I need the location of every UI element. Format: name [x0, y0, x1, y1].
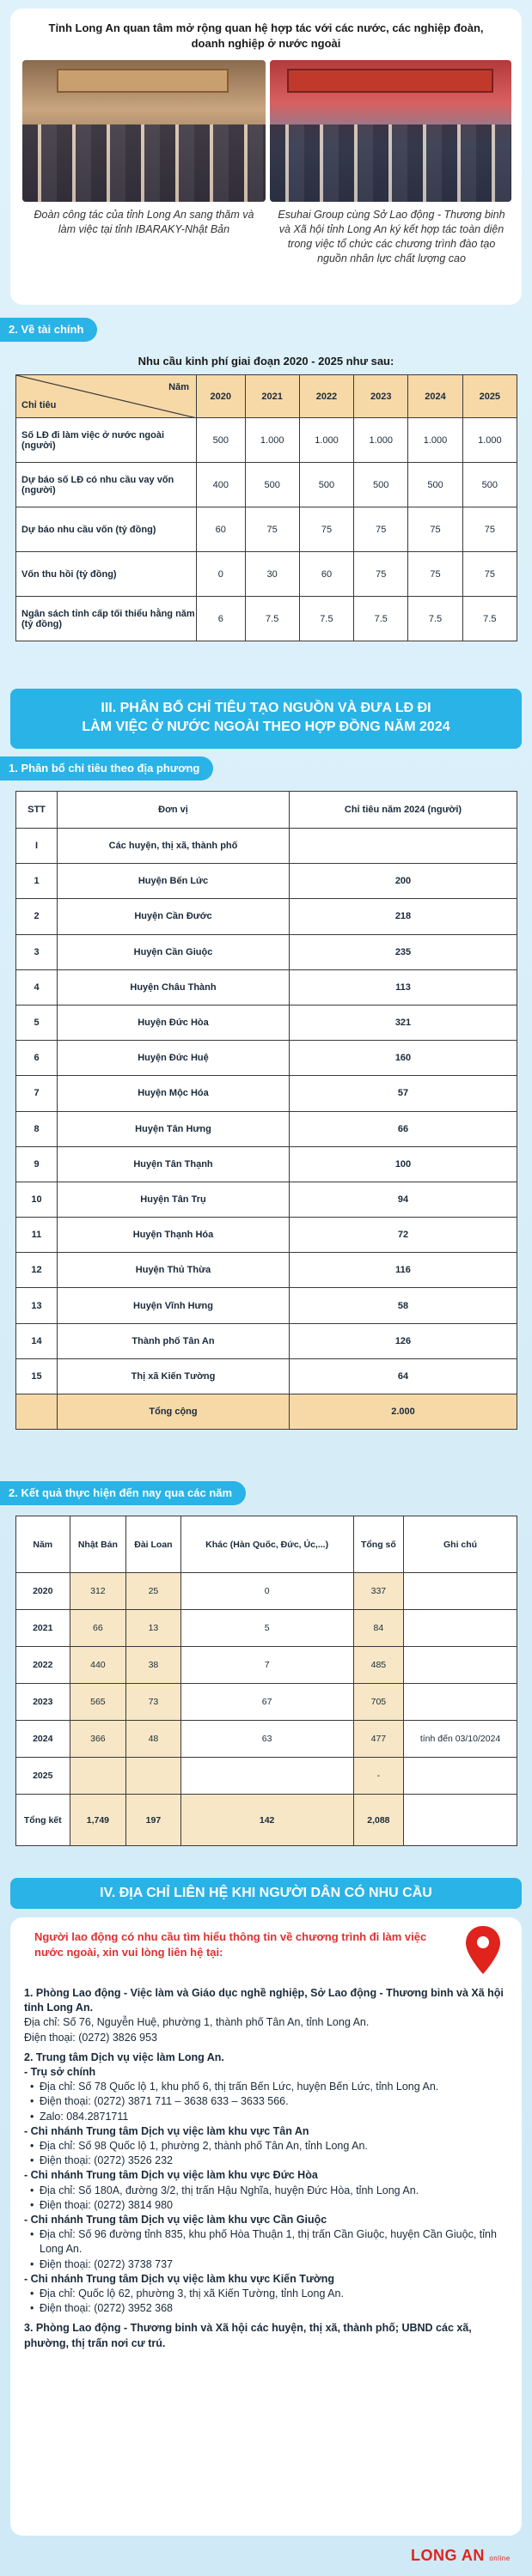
stt-cell: 15 — [16, 1358, 58, 1394]
table-row — [16, 1288, 517, 1323]
total-stt — [16, 1394, 58, 1430]
group-label: Các huyện, thị xã, thành phố — [58, 829, 290, 864]
stt-cell: 8 — [16, 1111, 58, 1146]
district-subheader: 1. Phân bổ chỉ tiêu theo địa phương — [0, 756, 213, 781]
unit-cell: Huyện Đức Hòa — [58, 1005, 290, 1040]
value-cell: 63 — [180, 1721, 353, 1758]
value-cell: 7.5 — [354, 597, 408, 641]
value-cell: 485 — [353, 1647, 403, 1684]
section3-banner — [10, 689, 522, 749]
value-cell: 1.000 — [299, 418, 353, 463]
corner-cell — [16, 375, 197, 418]
value-cell: 48 — [126, 1721, 180, 1758]
stt-cell: 3 — [16, 934, 58, 969]
table-row — [16, 1076, 517, 1111]
column-header: Đài Loan — [126, 1516, 180, 1573]
value-cell: 75 — [299, 507, 353, 552]
table-row — [16, 1041, 517, 1076]
column-header: Khác (Hàn Quốc, Đức, Úc,...) — [180, 1516, 353, 1573]
column-header: Đơn vị — [58, 792, 290, 829]
stt-cell: 11 — [16, 1218, 58, 1253]
column-header: Ghi chú — [404, 1516, 517, 1573]
value-cell: 705 — [353, 1684, 403, 1721]
unit-cell: Thị xã Kiến Tường — [58, 1358, 290, 1394]
photo-people — [270, 125, 511, 202]
group-stt: I — [16, 829, 58, 864]
quota-cell: 58 — [290, 1288, 517, 1323]
results-table — [15, 1516, 517, 1846]
unit-cell: Huyện Châu Thành — [58, 969, 290, 1005]
branch-kientuong-label: - Chi nhánh Trung tâm Dịch vụ việc làm khu vực Kiến Tường — [24, 2272, 335, 2285]
quota-cell: 126 — [290, 1323, 517, 1358]
contact-card — [10, 1917, 522, 2536]
branch-duchoa-address: • Địa chỉ: Số 180A, đường 3/2, thị trấn Hậu Nghĩa, huyện Đức Hòa, tỉnh Long An. — [24, 2184, 514, 2198]
value-cell: 500 — [245, 463, 299, 507]
branch-duchoa-phone: • Điện thoại: (0272) 3814 980 — [24, 2198, 514, 2213]
year-header: 2021 — [245, 375, 299, 418]
unit-cell: Huyện Mộc Hóa — [58, 1076, 290, 1111]
value-cell — [180, 1758, 353, 1795]
table-row — [16, 1111, 517, 1146]
total-value: 2.000 — [290, 1394, 517, 1430]
long-an-logo — [411, 2547, 511, 2565]
value-cell: tính đến 03/10/2024 — [404, 1721, 517, 1758]
stt-cell: 13 — [16, 1288, 58, 1323]
finance-row — [16, 597, 517, 641]
stt-cell: 12 — [16, 1253, 58, 1288]
value-cell: - — [353, 1758, 403, 1795]
table-row — [16, 1182, 517, 1217]
finance-row — [16, 418, 517, 463]
finance-title: Nhu cầu kinh phí giai đoạn 2020 - 2025 như sau: — [138, 355, 394, 368]
value-cell: 7 — [180, 1647, 353, 1684]
stt-cell: 4 — [16, 969, 58, 1005]
value-cell: 60 — [197, 507, 246, 552]
stt-cell: 2 — [16, 899, 58, 934]
section3-title-line2: LÀM VIỆC Ở NƯỚC NGOÀI THEO HỢP ĐỒNG NĂM 2024 — [82, 720, 450, 734]
column-header: Nhật Bản — [70, 1516, 126, 1573]
contact-1-title: 1. Phòng Lao động - Việc làm và Giáo dục nghề nghiệp, Sở Lao động - Thương binh và Xã hội tỉnh Long An. — [24, 1987, 504, 2014]
table-row — [16, 1146, 517, 1182]
contact-2-title: 2. Trung tâm Dịch vụ việc làm Long An. — [24, 2050, 224, 2063]
contact-1-phone: Điện thoại: (0272) 3826 953 — [24, 2031, 157, 2044]
finance-row — [16, 463, 517, 507]
year-header: 2023 — [354, 375, 408, 418]
value-cell: 500 — [197, 418, 246, 463]
top-card — [10, 9, 522, 305]
value-cell: 7.5 — [299, 597, 353, 641]
value-cell: 7.5 — [462, 597, 517, 641]
delegation-photo — [22, 60, 266, 202]
row-label: Ngân sách tỉnh cấp tối thiểu hằng năm (tỷ đồng) — [16, 597, 197, 641]
branch-tanan-label: - Chi nhánh Trung tâm Dịch vụ việc làm khu vực Tân An — [24, 2124, 309, 2137]
branch-tanan-phone: • Điện thoại: (0272) 3526 232 — [24, 2154, 514, 2168]
caption-right: Esuhai Group cùng Sở Lao động - Thương binh và Xã hội tỉnh Long An ký kết hợp tác toàn diện trong việc tổ chức các chương trình đào tạo nguồn nhân lực chất lượng cao — [278, 209, 505, 264]
logo-sub: online — [489, 2555, 511, 2562]
unit-cell: Huyện Vĩnh Hưng — [58, 1288, 290, 1323]
value-cell: 6 — [197, 597, 246, 641]
quota-cell: 321 — [290, 1005, 517, 1040]
row-label: Vốn thu hồi (tỷ đồng) — [16, 552, 197, 597]
year-cell: 2020 — [16, 1573, 70, 1610]
value-cell — [126, 1758, 180, 1795]
value-cell: 500 — [408, 463, 462, 507]
year-header: 2025 — [462, 375, 517, 418]
value-cell — [70, 1758, 126, 1795]
caption-left: Đoàn công tác của tỉnh Long An sang thăm và làm việc tại tỉnh IBARAKY-Nhật Bản — [34, 209, 254, 235]
value-cell: 565 — [70, 1684, 126, 1721]
value-cell: 75 — [245, 507, 299, 552]
quota-cell: 72 — [290, 1218, 517, 1253]
hq-label: - Trụ sở chính — [24, 2066, 96, 2079]
year-cell: 2022 — [16, 1647, 70, 1684]
column-header: STT — [16, 792, 58, 829]
table-row — [16, 1218, 517, 1253]
unit-cell: Huyện Thạnh Hóa — [58, 1218, 290, 1253]
table-row — [16, 1610, 517, 1647]
unit-cell: Huyện Tân Thạnh — [58, 1146, 290, 1182]
hq-zalo: • Zalo: 084.2871711 — [24, 2110, 514, 2124]
quota-cell: 57 — [290, 1076, 517, 1111]
value-cell: 67 — [180, 1684, 353, 1721]
quota-cell: 218 — [290, 899, 517, 934]
value-cell: 0 — [180, 1573, 353, 1610]
total-row — [16, 1394, 517, 1430]
group-value — [290, 829, 517, 864]
table-row — [16, 1758, 517, 1795]
section4-banner: IV. ĐỊA CHỈ LIÊN HỆ KHI NGƯỜI DÂN CÓ NHU CẦU — [10, 1878, 522, 1909]
table-row — [16, 1358, 517, 1394]
quota-cell: 235 — [290, 934, 517, 969]
unit-cell: Thành phố Tân An — [58, 1323, 290, 1358]
branch-duchoa-label: - Chi nhánh Trung tâm Dịch vụ việc làm khu vực Đức Hòa — [24, 2169, 318, 2182]
value-cell: 75 — [354, 507, 408, 552]
stt-cell: 7 — [16, 1076, 58, 1111]
value-cell: 84 — [353, 1610, 403, 1647]
total-row — [16, 1795, 517, 1846]
year-cell: 2021 — [16, 1610, 70, 1647]
branch-kientuong-phone: • Điện thoại: (0272) 3952 368 — [24, 2301, 514, 2316]
stt-cell: 6 — [16, 1041, 58, 1076]
value-cell — [404, 1573, 517, 1610]
stt-cell: 14 — [16, 1323, 58, 1358]
logo-text: LONG AN — [411, 2547, 485, 2564]
value-cell: 1.000 — [408, 418, 462, 463]
value-cell — [404, 1610, 517, 1647]
year-header: 2020 — [197, 375, 246, 418]
branch-cangiuoc-address: • Địa chỉ: Số 96 đường tỉnh 835, khu phố Hòa Thuận 1, thị trấn Cần Giuộc, huyện Cần Giuộc, tỉnh Long An. — [24, 2227, 514, 2257]
table-row — [16, 969, 517, 1005]
section-finance-header: 2. Về tài chính — [0, 318, 97, 342]
value-cell: 1.000 — [245, 418, 299, 463]
section3-title-line1: III. PHÂN BỔ CHỈ TIÊU TẠO NGUỒN VÀ ĐƯA LĐ ĐI — [101, 701, 431, 715]
total-cell: 1,749 — [70, 1795, 126, 1846]
value-cell: 337 — [353, 1573, 403, 1610]
table-row — [16, 1573, 517, 1610]
value-cell: 75 — [408, 552, 462, 597]
quota-cell: 100 — [290, 1146, 517, 1182]
value-cell: 0 — [197, 552, 246, 597]
branch-kientuong-address: • Địa chỉ: Quốc lộ 62, phường 3, thị xã Kiến Tường, tỉnh Long An. — [24, 2287, 514, 2301]
value-cell: 1.000 — [462, 418, 517, 463]
corner-diagonal — [16, 375, 197, 418]
value-cell: 500 — [462, 463, 517, 507]
value-cell: 7.5 — [245, 597, 299, 641]
value-cell: 400 — [197, 463, 246, 507]
quota-cell: 116 — [290, 1253, 517, 1288]
total-cell: 2,088 — [353, 1795, 403, 1846]
unit-cell: Huyện Cần Đước — [58, 899, 290, 934]
quota-cell: 94 — [290, 1182, 517, 1217]
column-header: Tổng số — [353, 1516, 403, 1573]
value-cell — [404, 1684, 517, 1721]
row-label: Dự báo số LĐ có nhu cầu vay vốn (người) — [16, 463, 197, 507]
branch-cangiuoc-label: - Chi nhánh Trung tâm Dịch vụ việc làm khu vực Cần Giuộc — [24, 2214, 327, 2227]
branch-cangiuoc-phone: • Điện thoại: (0272) 3738 737 — [24, 2257, 514, 2272]
row-label: Số LĐ đi làm việc ở nước ngoài (người) — [16, 418, 197, 463]
table-row — [16, 864, 517, 899]
row-label: Dự báo nhu cầu vốn (tỷ đồng) — [16, 507, 197, 552]
finance-table — [15, 374, 517, 641]
stt-cell: 9 — [16, 1146, 58, 1182]
year-cell: 2023 — [16, 1684, 70, 1721]
corner-bottom: Chỉ tiêu — [21, 400, 57, 410]
table-row — [16, 1005, 517, 1040]
year-header: 2024 — [408, 375, 462, 418]
value-cell: 75 — [462, 552, 517, 597]
value-cell — [404, 1758, 517, 1795]
value-cell: 312 — [70, 1573, 126, 1610]
total-cell: 197 — [126, 1795, 180, 1846]
column-header: Năm — [16, 1516, 70, 1573]
unit-cell: Huyện Thủ Thừa — [58, 1253, 290, 1288]
location-pin-icon — [464, 1924, 502, 1976]
value-cell: 477 — [353, 1721, 403, 1758]
finance-row — [16, 552, 517, 597]
table-row — [16, 1253, 517, 1288]
hq-address: • Địa chỉ: Số 78 Quốc lộ 1, khu phố 6, thị trấn Bến Lức, huyện Bến Lức, tỉnh Long An. — [24, 2080, 514, 2094]
value-cell: 38 — [126, 1647, 180, 1684]
total-cell: 142 — [180, 1795, 353, 1846]
value-cell: 73 — [126, 1684, 180, 1721]
year-header: 2022 — [299, 375, 353, 418]
value-cell: 5 — [180, 1610, 353, 1647]
stt-cell: 5 — [16, 1005, 58, 1040]
branch-tanan-address: • Địa chỉ: Số 98 Quốc lộ 1, phường 2, thành phố Tân An, tỉnh Long An. — [24, 2139, 514, 2154]
contact-3: 3. Phòng Lao động - Thương binh và Xã hội các huyện, thị xã, thành phố; UBND các xã, phường, thị trấn nơi cư trú. — [24, 2322, 472, 2349]
value-cell: 75 — [408, 507, 462, 552]
stt-cell: 1 — [16, 864, 58, 899]
value-cell: 1.000 — [354, 418, 408, 463]
contact-intro: Người lao động có nhu cầu tìm hiểu thông tin về chương trình đi làm việc nước ngoài, xin vui lòng liên hệ tại: — [34, 1930, 427, 1959]
total-label: Tổng kết — [16, 1795, 70, 1846]
value-cell: 440 — [70, 1647, 126, 1684]
value-cell: 75 — [462, 507, 517, 552]
value-cell: 60 — [299, 552, 353, 597]
photo-people — [22, 125, 266, 202]
quota-cell: 200 — [290, 864, 517, 899]
unit-cell: Huyện Tân Hưng — [58, 1111, 290, 1146]
value-cell: 500 — [354, 463, 408, 507]
table-row — [16, 1647, 517, 1684]
table-row — [16, 1323, 517, 1358]
stt-cell: 10 — [16, 1182, 58, 1217]
quota-cell: 113 — [290, 969, 517, 1005]
top-title: Tỉnh Long An quan tâm mở rộng quan hệ hợp tác với các nước, các nghiệp đoàn, doanh nghiệp ở nước ngoài — [48, 21, 484, 50]
results-subheader: 2. Kết quả thực hiện đến nay qua các năm — [0, 1481, 246, 1505]
corner-top: Năm — [168, 382, 189, 392]
unit-cell: Huyện Đức Huệ — [58, 1041, 290, 1076]
unit-cell: Huyện Bến Lức — [58, 864, 290, 899]
district-table — [15, 791, 517, 1430]
unit-cell: Huyện Cần Giuộc — [58, 934, 290, 969]
value-cell: 75 — [354, 552, 408, 597]
value-cell: 25 — [126, 1573, 180, 1610]
value-cell: 66 — [70, 1610, 126, 1647]
quota-cell: 64 — [290, 1358, 517, 1394]
value-cell — [404, 1647, 517, 1684]
contact-body — [24, 1981, 514, 2351]
signing-photo — [270, 60, 511, 202]
total-label: Tổng cộng — [58, 1394, 290, 1430]
table-row — [16, 1721, 517, 1758]
value-cell: 7.5 — [408, 597, 462, 641]
value-cell: 366 — [70, 1721, 126, 1758]
total-cell — [404, 1795, 517, 1846]
table-row — [16, 934, 517, 969]
table-row — [16, 899, 517, 934]
table-row — [16, 1684, 517, 1721]
quota-cell: 66 — [290, 1111, 517, 1146]
finance-row — [16, 507, 517, 552]
photo-banner — [57, 69, 229, 93]
value-cell: 13 — [126, 1610, 180, 1647]
quota-cell: 160 — [290, 1041, 517, 1076]
year-cell: 2025 — [16, 1758, 70, 1795]
group-row — [16, 829, 517, 864]
year-cell: 2024 — [16, 1721, 70, 1758]
unit-cell: Huyện Tân Trụ — [58, 1182, 290, 1217]
value-cell: 30 — [245, 552, 299, 597]
contact-1-address: Địa chỉ: Số 76, Nguyễn Huệ, phường 1, thành phố Tân An, tỉnh Long An. — [24, 2016, 370, 2029]
photo-banner — [287, 69, 493, 93]
value-cell: 500 — [299, 463, 353, 507]
column-header: Chỉ tiêu năm 2024 (người) — [290, 792, 517, 829]
hq-phone: • Điện thoại: (0272) 3871 711 – 3638 633 – 3633 566. — [24, 2094, 514, 2109]
